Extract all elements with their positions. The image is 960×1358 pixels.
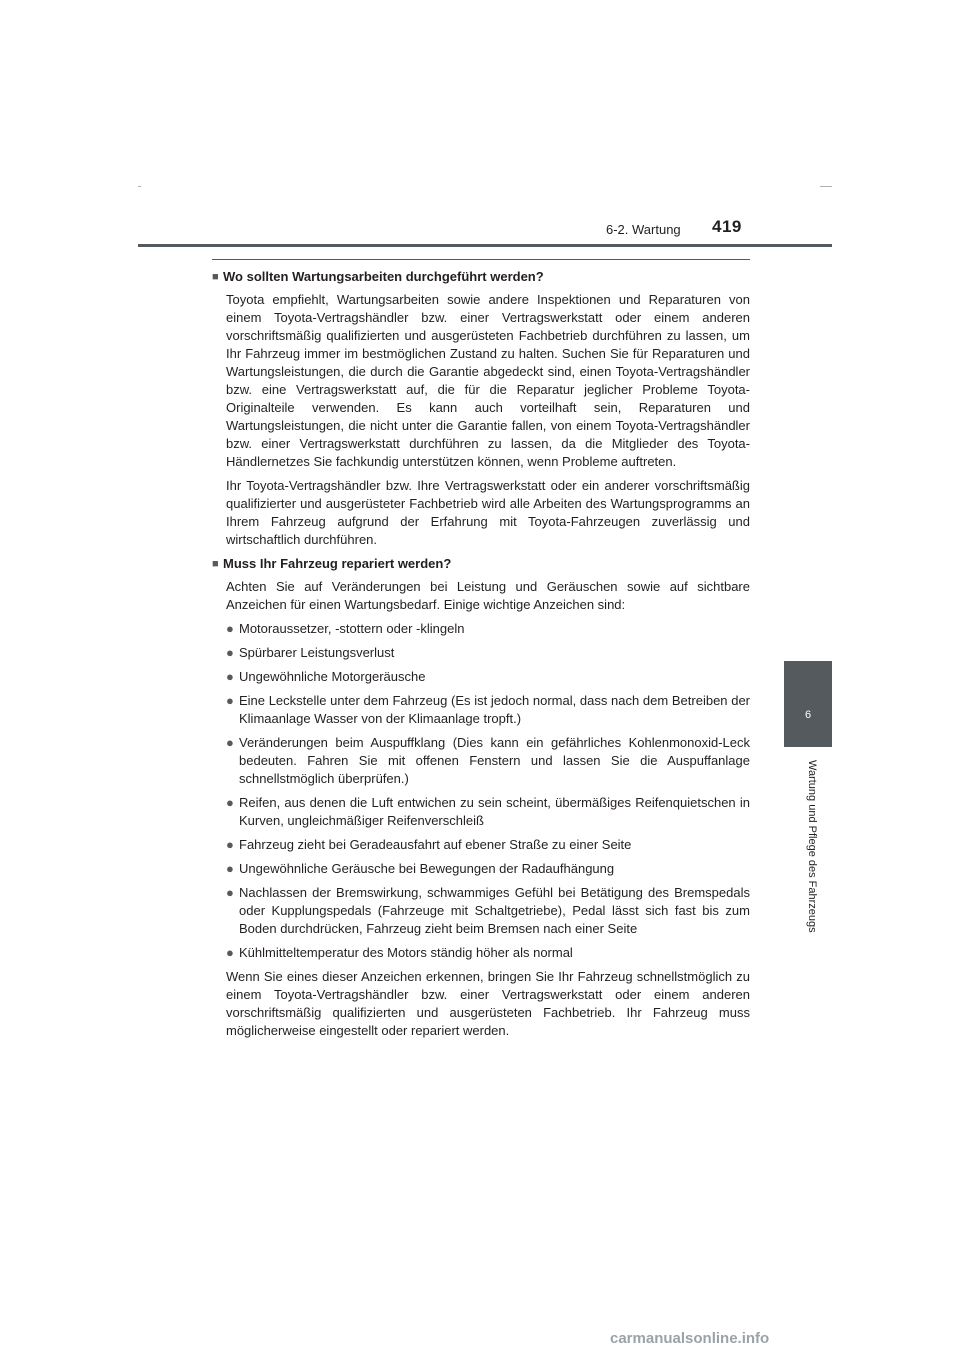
paragraph: Wenn Sie eines dieser Anzeichen erkennen, bringen Sie Ihr Fahrzeug schnellstmöglich zu einem Toyota-Vertragshändler bzw. einer Vertragswerkstatt oder einem anderen vorschriftsmäßig qualifizierten und ausgerüsteten Fachbetrieb. Ihr Fahrzeug muss möglicherweise eingestellt oder repariert werden. — [226, 969, 750, 1038]
section-heading-text: Muss Ihr Fahrzeug repariert werden? — [223, 556, 452, 571]
round-bullet-icon: ● — [226, 861, 234, 876]
list-item-text: Reifen, aus denen die Luft entwichen zu sein scheint, übermäßiges Reifenquietschen in Kurven, ungleichmäßiger Reifenverschleiß — [239, 795, 750, 828]
crop-mark-left — [138, 186, 141, 187]
list-item-text: Kühlmitteltemperatur des Motors ständig höher als normal — [239, 945, 573, 960]
round-bullet-icon: ● — [226, 945, 234, 960]
round-bullet-icon: ● — [226, 795, 234, 810]
crop-mark-right — [820, 186, 832, 187]
header-section-label: 6-2. Wartung — [606, 222, 681, 237]
round-bullet-icon: ● — [226, 837, 234, 852]
round-bullet-icon: ● — [226, 669, 234, 684]
list-item-text: Ungewöhnliche Motorgeräusche — [239, 669, 426, 684]
list-item-text: Eine Leckstelle unter dem Fahrzeug (Es ist jedoch normal, dass nach dem Betreiben der Klimaanlage Wasser von der Klimaanlage tropft.) — [239, 693, 750, 726]
list-item — [226, 944, 750, 962]
section-heading — [212, 555, 750, 573]
paragraph: Ihr Toyota-Vertragshändler bzw. Ihre Vertragswerkstatt oder ein anderer vorschriftsmäßig qualifizierter und ausgerüsteter Fachbetrieb wird alle Arbeiten des Wartungsprogramms an Ihrem Fahrzeug aufgrund der Erfahrung mit Toyota-Fahrzeugen zuverlässig und wirtschaftlich durchführen. — [226, 478, 750, 547]
list-item — [226, 668, 750, 686]
list-item — [226, 884, 750, 938]
watermark: carmanualsonline.info — [610, 1330, 770, 1347]
chapter-side-title: Wartung und Pflege des Fahrzeugs — [806, 760, 818, 933]
round-bullet-icon: ● — [226, 645, 234, 660]
header-rule — [138, 244, 832, 247]
square-bullet-icon: ■ — [212, 271, 219, 283]
section-heading-text: Wo sollten Wartungsarbeiten durchgeführt werden? — [223, 269, 544, 284]
round-bullet-icon: ● — [226, 885, 234, 900]
round-bullet-icon: ● — [226, 621, 234, 636]
list-item — [226, 836, 750, 854]
content-top-rule — [212, 259, 750, 260]
list-item-text: Nachlassen der Bremswirkung, schwammiges Gefühl bei Betätigung des Bremspedals oder Kupplungspedals (Fahrzeuge mit Schaltgetriebe), Pedal lässt sich fast bis zum Boden durchdrücken, Fahrzeug zieht beim Bremsen nach einer Seite — [239, 885, 750, 936]
list-item — [226, 692, 750, 728]
list-item-text: Motoraussetzer, -stottern oder -klingeln — [239, 621, 465, 636]
list-item — [226, 860, 750, 878]
list-item-text: Spürbarer Leistungsverlust — [239, 645, 395, 660]
page-content — [212, 268, 750, 1046]
page-number: 419 — [712, 217, 742, 236]
section-heading — [212, 268, 750, 286]
list-item-text: Veränderungen beim Auspuffklang (Dies kann ein gefährliches Kohlenmonoxid-Leck bedeuten. Fahren Sie mit offenen Fenstern und lassen Sie die Auspuffanlage schnellstmöglich überprüfen.) — [239, 735, 750, 786]
list-item — [226, 620, 750, 638]
round-bullet-icon: ● — [226, 693, 234, 708]
round-bullet-icon: ● — [226, 735, 234, 750]
paragraph: Achten Sie auf Veränderungen bei Leistung und Geräuschen sowie auf sichtbare Anzeichen für einen Wartungsbedarf. Einige wichtige Anzeichen sind: — [226, 579, 750, 612]
list-item — [226, 644, 750, 662]
chapter-number: 6 — [804, 709, 812, 721]
list-item — [226, 794, 750, 830]
paragraph: Toyota empfiehlt, Wartungsarbeiten sowie andere Inspektionen und Reparaturen von einem Toyota-Vertragshändler bzw. einer Vertragswerkstatt oder einem anderen vorschriftsmäßig qualifizierten und ausgerüsteten Fachbetrieb durchführen zu lassen, um Ihr Fahrzeug immer im bestmöglichen Zustand zu halten. Suchen Sie für Reparaturen und Wartungsleistungen, die durch die Garantie abgedeckt sind, einen Toyota-Vertragshändler bzw. eine Vertragswerkstatt auf, die für die Reparatur jeglicher Probleme Toyota-Originalteile verwenden. Es kann auch vorteilhaft sein, Reparaturen und Wartungsleistungen, die nicht unter die Garantie fallen, von einem Toyota-Vertragshändler bzw. einer Vertragswerkstatt durchführen zu lassen, da die Mitglieder des Toyota-Händlernetzes Sie fachkundig unterstützen können, wenn Probleme auftreten. — [226, 292, 750, 469]
square-bullet-icon: ■ — [212, 558, 219, 570]
list-item-text: Fahrzeug zieht bei Geradeausfahrt auf ebener Straße zu einer Seite — [239, 837, 632, 852]
list-item — [226, 734, 750, 788]
list-item-text: Ungewöhnliche Geräusche bei Bewegungen der Radaufhängung — [239, 861, 615, 876]
chapter-tab — [784, 661, 832, 747]
